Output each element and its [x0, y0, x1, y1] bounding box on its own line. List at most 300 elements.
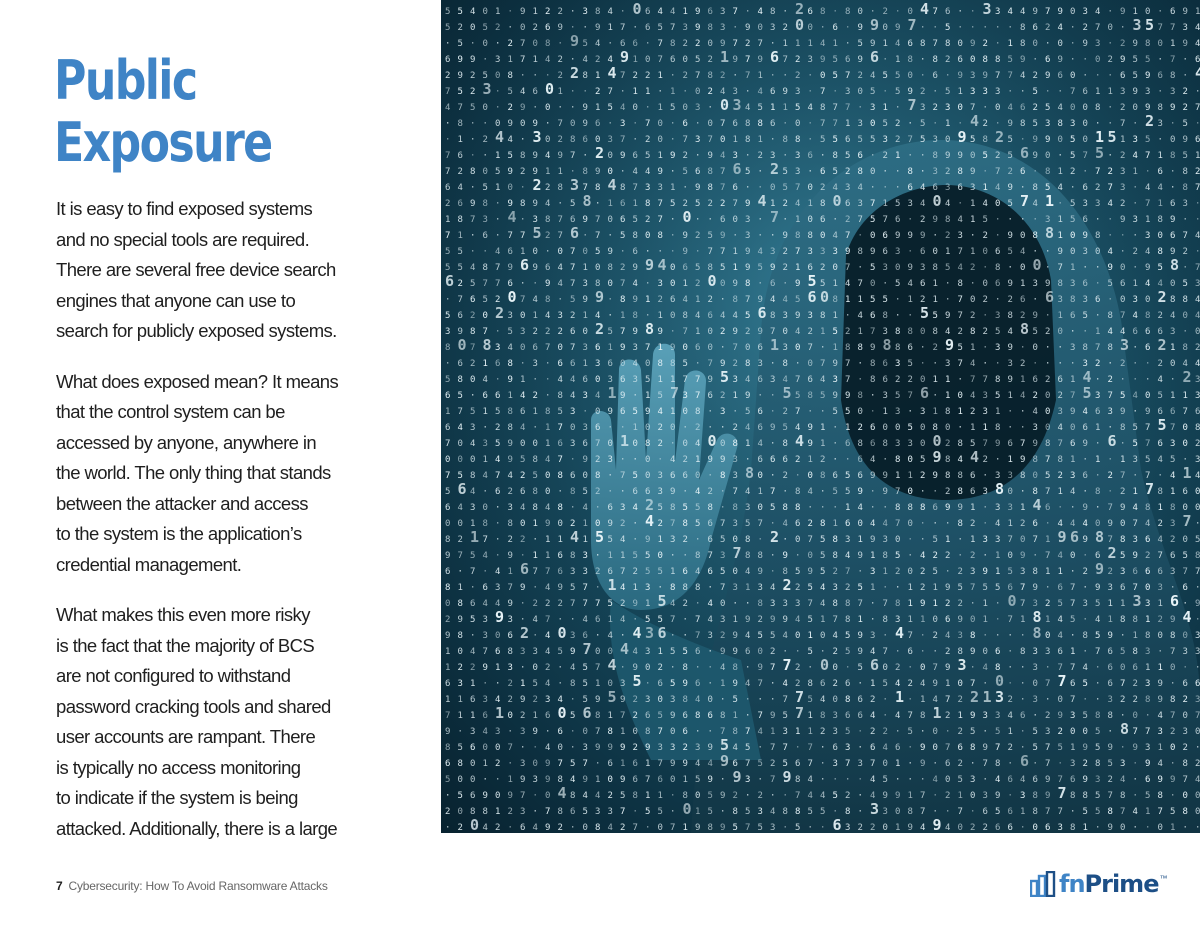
svg-text:0: 0	[945, 423, 951, 433]
svg-text:6: 6	[507, 279, 513, 289]
svg-text:·: ·	[945, 807, 951, 817]
svg-text:7: 7	[1170, 55, 1176, 65]
svg-text:0: 0	[670, 423, 676, 433]
svg-text:9: 9	[607, 519, 613, 529]
svg-text:3: 3	[1132, 535, 1138, 545]
svg-text:1: 1	[970, 247, 976, 257]
svg-text:·: ·	[657, 87, 663, 97]
svg-text:8: 8	[882, 551, 888, 561]
svg-text:1: 1	[1007, 39, 1013, 49]
svg-text:9: 9	[720, 39, 726, 49]
svg-text:·: ·	[995, 455, 1001, 465]
svg-text:7: 7	[1057, 263, 1063, 273]
svg-text:5: 5	[632, 471, 638, 481]
svg-text:7: 7	[445, 87, 451, 97]
svg-text:·: ·	[607, 311, 613, 321]
svg-text:4: 4	[707, 759, 713, 769]
svg-text:0: 0	[1182, 631, 1188, 641]
svg-text:1: 1	[657, 103, 663, 113]
svg-text:4: 4	[895, 679, 901, 689]
svg-text:9: 9	[1007, 231, 1013, 241]
svg-text:·: ·	[582, 151, 588, 161]
svg-text:4: 4	[557, 784, 567, 802]
svg-text:3: 3	[845, 183, 851, 193]
svg-text:·: ·	[1045, 247, 1051, 257]
svg-text:·: ·	[1195, 663, 1200, 673]
svg-text:·: ·	[482, 487, 488, 497]
svg-text:2: 2	[807, 327, 813, 337]
svg-text:0: 0	[1045, 151, 1051, 161]
svg-text:6: 6	[757, 304, 767, 322]
svg-text:1: 1	[657, 71, 663, 81]
svg-text:9: 9	[695, 23, 701, 33]
svg-text:9: 9	[1145, 263, 1151, 273]
svg-text:7: 7	[845, 567, 851, 577]
svg-text:5: 5	[457, 471, 463, 481]
svg-text:6: 6	[1070, 528, 1080, 546]
svg-text:6: 6	[570, 359, 576, 369]
svg-text:6: 6	[470, 695, 476, 705]
svg-text:2: 2	[720, 631, 726, 641]
svg-text:7: 7	[707, 135, 713, 145]
svg-text:2: 2	[1057, 471, 1063, 481]
svg-text:8: 8	[957, 647, 963, 657]
svg-text:6: 6	[1170, 551, 1176, 561]
svg-text:1: 1	[832, 39, 838, 49]
svg-text:9: 9	[470, 199, 476, 209]
svg-text:1: 1	[507, 775, 513, 785]
svg-text:7: 7	[1070, 391, 1076, 401]
svg-text:6: 6	[820, 215, 826, 225]
svg-text:5: 5	[445, 487, 451, 497]
svg-text:·: ·	[457, 727, 463, 737]
svg-text:4: 4	[582, 503, 588, 513]
svg-text:7: 7	[645, 775, 651, 785]
svg-text:1: 1	[670, 567, 676, 577]
svg-text:·: ·	[895, 775, 901, 785]
svg-text:2: 2	[1195, 759, 1200, 769]
svg-text:2: 2	[1170, 727, 1176, 737]
svg-text:2: 2	[1107, 544, 1117, 562]
svg-text:4: 4	[557, 263, 563, 273]
svg-text:6: 6	[807, 151, 813, 161]
svg-text:4: 4	[857, 183, 863, 193]
svg-text:5: 5	[445, 775, 451, 785]
svg-text:·: ·	[670, 791, 676, 801]
svg-text:4: 4	[945, 199, 951, 209]
svg-text:0: 0	[1170, 359, 1176, 369]
svg-text:3: 3	[1157, 727, 1163, 737]
svg-text:7: 7	[957, 295, 963, 305]
svg-text:·: ·	[570, 503, 576, 513]
svg-text:9: 9	[595, 167, 601, 177]
svg-text:1: 1	[645, 791, 651, 801]
svg-text:·: ·	[1132, 823, 1138, 833]
svg-text:6: 6	[620, 199, 626, 209]
svg-text:·: ·	[970, 599, 976, 609]
svg-text:9: 9	[945, 583, 951, 593]
svg-text:·: ·	[1132, 775, 1138, 785]
svg-text:2: 2	[1145, 112, 1155, 130]
svg-text:·: ·	[782, 279, 788, 289]
svg-text:2: 2	[1082, 759, 1088, 769]
svg-text:4: 4	[870, 775, 876, 785]
svg-text:·: ·	[907, 407, 913, 417]
svg-text:8: 8	[1170, 503, 1176, 513]
svg-text:4: 4	[882, 743, 888, 753]
svg-text:1: 1	[932, 704, 942, 722]
svg-text:1: 1	[1095, 423, 1101, 433]
svg-text:7: 7	[995, 743, 1001, 753]
svg-text:1: 1	[920, 695, 926, 705]
svg-text:4: 4	[995, 183, 1001, 193]
svg-text:3: 3	[732, 471, 738, 481]
svg-text:9: 9	[570, 32, 580, 50]
svg-text:9: 9	[720, 455, 726, 465]
svg-text:2: 2	[695, 423, 701, 433]
svg-text:3: 3	[1045, 119, 1051, 129]
svg-text:7: 7	[520, 791, 526, 801]
svg-text:·: ·	[495, 679, 501, 689]
svg-text:·: ·	[1020, 183, 1026, 193]
svg-text:2: 2	[720, 71, 726, 81]
svg-text:5: 5	[457, 263, 463, 273]
svg-text:2: 2	[882, 727, 888, 737]
svg-text:7: 7	[1132, 583, 1138, 593]
svg-text:9: 9	[732, 279, 738, 289]
svg-text:3: 3	[795, 599, 801, 609]
svg-text:4: 4	[970, 112, 980, 130]
svg-text:2: 2	[1107, 167, 1113, 177]
svg-text:·: ·	[657, 583, 663, 593]
svg-text:0: 0	[670, 311, 676, 321]
svg-text:6: 6	[770, 279, 776, 289]
svg-text:3: 3	[995, 471, 1001, 481]
svg-text:6: 6	[1195, 407, 1200, 417]
svg-text:8: 8	[645, 727, 651, 737]
svg-text:6: 6	[857, 151, 863, 161]
svg-text:9: 9	[1032, 7, 1038, 17]
svg-text:·: ·	[582, 407, 588, 417]
svg-text:0: 0	[957, 39, 963, 49]
svg-text:1: 1	[1045, 567, 1051, 577]
svg-text:1: 1	[457, 695, 463, 705]
svg-text:·: ·	[1157, 471, 1163, 481]
svg-text:0: 0	[595, 647, 601, 657]
svg-text:7: 7	[1070, 583, 1076, 593]
svg-text:3: 3	[1045, 647, 1051, 657]
svg-text:8: 8	[582, 71, 588, 81]
svg-text:0: 0	[545, 791, 551, 801]
svg-text:7: 7	[732, 199, 738, 209]
svg-text:8: 8	[682, 583, 688, 593]
svg-text:·: ·	[982, 311, 988, 321]
svg-text:4: 4	[1057, 551, 1063, 561]
svg-text:4: 4	[1195, 231, 1200, 241]
svg-text:·: ·	[1045, 695, 1051, 705]
svg-text:3: 3	[645, 583, 651, 593]
svg-text:3: 3	[532, 647, 538, 657]
svg-text:·: ·	[1182, 599, 1188, 609]
svg-text:·: ·	[1045, 359, 1051, 369]
svg-text:·: ·	[920, 167, 926, 177]
svg-text:5: 5	[1182, 119, 1188, 129]
svg-text:7: 7	[1157, 23, 1163, 33]
svg-text:6: 6	[682, 711, 688, 721]
svg-text:8: 8	[1170, 151, 1176, 161]
svg-text:5: 5	[995, 583, 1001, 593]
svg-text:0: 0	[1070, 231, 1076, 241]
svg-text:4: 4	[957, 455, 963, 465]
svg-text:7: 7	[770, 743, 776, 753]
svg-text:0: 0	[932, 192, 942, 210]
svg-text:7: 7	[732, 343, 738, 353]
svg-text:2: 2	[1157, 519, 1163, 529]
svg-text:5: 5	[845, 407, 851, 417]
svg-text:3: 3	[757, 583, 763, 593]
svg-text:·: ·	[507, 7, 513, 17]
svg-text:6: 6	[1120, 71, 1126, 81]
svg-text:4: 4	[1057, 423, 1063, 433]
svg-text:4: 4	[1020, 391, 1026, 401]
svg-text:4: 4	[782, 679, 788, 689]
svg-text:5: 5	[807, 647, 813, 657]
svg-text:9: 9	[507, 439, 513, 449]
svg-text:0: 0	[720, 96, 730, 114]
svg-text:·: ·	[1182, 263, 1188, 273]
svg-text:1: 1	[1132, 487, 1138, 497]
svg-text:9: 9	[1032, 135, 1038, 145]
svg-text:0: 0	[1170, 743, 1176, 753]
svg-text:5: 5	[720, 263, 726, 273]
svg-text:6: 6	[732, 160, 742, 178]
svg-text:1: 1	[645, 295, 651, 305]
svg-text:6: 6	[907, 343, 913, 353]
svg-text:6: 6	[495, 487, 501, 497]
svg-text:1: 1	[832, 311, 838, 321]
svg-text:4: 4	[707, 599, 713, 609]
svg-text:4: 4	[720, 663, 726, 673]
svg-text:2: 2	[495, 295, 501, 305]
svg-text:9: 9	[732, 631, 738, 641]
svg-text:0: 0	[557, 343, 563, 353]
svg-text:1: 1	[482, 407, 488, 417]
svg-text:·: ·	[1057, 359, 1063, 369]
svg-text:5: 5	[807, 615, 813, 625]
svg-text:8: 8	[1070, 295, 1076, 305]
svg-text:7: 7	[1120, 679, 1126, 689]
svg-text:1: 1	[895, 55, 901, 65]
svg-text:0: 0	[857, 407, 863, 417]
svg-text:·: ·	[995, 631, 1001, 641]
svg-text:1: 1	[1057, 231, 1063, 241]
svg-text:·: ·	[920, 727, 926, 737]
svg-text:6: 6	[532, 343, 538, 353]
svg-text:·: ·	[1007, 631, 1013, 641]
svg-text:3: 3	[957, 656, 967, 674]
svg-text:0: 0	[470, 455, 476, 465]
svg-text:0: 0	[545, 103, 551, 113]
svg-text:3: 3	[507, 615, 513, 625]
svg-text:5: 5	[507, 327, 513, 337]
svg-text:1: 1	[582, 311, 588, 321]
svg-text:9: 9	[1120, 503, 1126, 513]
svg-text:8: 8	[570, 135, 576, 145]
svg-text:7: 7	[482, 327, 488, 337]
svg-text:2: 2	[1020, 311, 1026, 321]
svg-text:0: 0	[1007, 551, 1013, 561]
svg-text:7: 7	[495, 279, 501, 289]
svg-text:·: ·	[1157, 87, 1163, 97]
svg-text:0: 0	[832, 695, 838, 705]
svg-text:0: 0	[495, 71, 501, 81]
svg-text:1: 1	[1120, 599, 1126, 609]
svg-text:8: 8	[1057, 455, 1063, 465]
svg-text:·: ·	[1120, 631, 1126, 641]
svg-text:2: 2	[757, 791, 763, 801]
svg-text:7: 7	[1007, 71, 1013, 81]
svg-text:·: ·	[882, 55, 888, 65]
svg-text:3: 3	[982, 711, 988, 721]
svg-text:6: 6	[445, 272, 455, 290]
svg-text:·: ·	[895, 647, 901, 657]
svg-text:4: 4	[457, 423, 463, 433]
svg-text:8: 8	[645, 320, 655, 338]
svg-text:0: 0	[995, 103, 1001, 113]
svg-text:0: 0	[907, 7, 913, 17]
svg-text:7: 7	[982, 439, 988, 449]
svg-text:·: ·	[520, 135, 526, 145]
svg-text:·: ·	[857, 375, 863, 385]
svg-text:0: 0	[832, 192, 842, 210]
svg-text:4: 4	[632, 279, 638, 289]
svg-text:4: 4	[1157, 455, 1163, 465]
svg-text:6: 6	[870, 311, 876, 321]
svg-text:9: 9	[1057, 55, 1063, 65]
svg-text:·: ·	[1195, 583, 1200, 593]
svg-text:2: 2	[470, 311, 476, 321]
svg-text:0: 0	[457, 336, 467, 354]
svg-text:4: 4	[895, 711, 901, 721]
svg-text:·: ·	[782, 487, 788, 497]
svg-text:3: 3	[732, 87, 738, 97]
svg-text:·: ·	[770, 359, 776, 369]
svg-text:9: 9	[1095, 583, 1101, 593]
svg-text:4: 4	[857, 311, 863, 321]
svg-text:9: 9	[1082, 39, 1088, 49]
svg-text:4: 4	[557, 375, 563, 385]
svg-text:7: 7	[995, 167, 1001, 177]
svg-text:4: 4	[632, 503, 638, 513]
svg-text:5: 5	[1057, 743, 1063, 753]
svg-text:8: 8	[1020, 647, 1026, 657]
svg-text:0: 0	[970, 55, 976, 65]
svg-text:0: 0	[1070, 7, 1076, 17]
svg-text:9: 9	[707, 151, 713, 161]
svg-text:3: 3	[495, 727, 501, 737]
svg-text:0: 0	[1145, 391, 1151, 401]
svg-text:3: 3	[832, 727, 838, 737]
svg-text:8: 8	[695, 711, 701, 721]
svg-text:1: 1	[1120, 455, 1126, 465]
svg-text:8: 8	[1020, 119, 1026, 129]
svg-text:2: 2	[1120, 103, 1126, 113]
svg-text:4: 4	[832, 183, 838, 193]
svg-text:0: 0	[782, 327, 788, 337]
svg-text:·: ·	[557, 487, 563, 497]
svg-text:4: 4	[745, 103, 751, 113]
svg-text:2: 2	[707, 55, 713, 65]
svg-text:·: ·	[1107, 151, 1113, 161]
svg-text:1: 1	[582, 535, 588, 545]
svg-text:·: ·	[682, 487, 688, 497]
paragraph-line: that the control system can be	[56, 401, 285, 422]
svg-text:8: 8	[782, 503, 788, 513]
svg-text:0: 0	[695, 471, 701, 481]
svg-text:6: 6	[557, 727, 563, 737]
svg-text:9: 9	[607, 743, 613, 753]
svg-text:3: 3	[557, 311, 563, 321]
svg-text:8: 8	[657, 359, 663, 369]
svg-text:4: 4	[470, 7, 476, 17]
svg-text:1: 1	[820, 439, 826, 449]
svg-text:0: 0	[470, 375, 476, 385]
svg-text:6: 6	[1057, 71, 1063, 81]
svg-text:7: 7	[745, 71, 751, 81]
svg-text:4: 4	[1157, 711, 1163, 721]
svg-text:9: 9	[1045, 71, 1051, 81]
svg-text:6: 6	[607, 567, 613, 577]
svg-text:6: 6	[1132, 327, 1138, 337]
svg-text:7: 7	[670, 384, 680, 402]
svg-text:1: 1	[932, 375, 938, 385]
svg-text:0: 0	[707, 327, 713, 337]
svg-text:6: 6	[1070, 775, 1076, 785]
svg-text:5: 5	[570, 583, 576, 593]
svg-text:1: 1	[620, 311, 626, 321]
svg-text:0: 0	[720, 599, 726, 609]
svg-text:3: 3	[832, 711, 838, 721]
svg-text:5: 5	[520, 455, 526, 465]
svg-text:6: 6	[995, 247, 1001, 257]
svg-text:6: 6	[545, 263, 551, 273]
svg-text:0: 0	[832, 663, 838, 673]
svg-text:8: 8	[682, 695, 688, 705]
logo-prime: Prime	[1084, 870, 1159, 898]
svg-text:9: 9	[920, 743, 926, 753]
svg-text:·: ·	[1095, 119, 1101, 129]
svg-text:4: 4	[745, 679, 751, 689]
svg-text:4: 4	[520, 423, 526, 433]
svg-text:2: 2	[520, 711, 526, 721]
svg-text:7: 7	[832, 615, 838, 625]
svg-text:6: 6	[595, 423, 601, 433]
svg-text:5: 5	[620, 231, 626, 241]
svg-text:1: 1	[495, 183, 501, 193]
svg-text:·: ·	[670, 231, 676, 241]
svg-text:2: 2	[657, 663, 663, 673]
svg-text:6: 6	[582, 135, 588, 145]
svg-text:2: 2	[1195, 439, 1200, 449]
svg-text:3: 3	[757, 359, 763, 369]
svg-text:·: ·	[995, 295, 1001, 305]
svg-text:3: 3	[1145, 87, 1151, 97]
svg-text:4: 4	[745, 423, 751, 433]
svg-text:·: ·	[470, 151, 476, 161]
svg-text:8: 8	[620, 295, 626, 305]
svg-text:5: 5	[607, 103, 613, 113]
svg-text:8: 8	[1095, 711, 1101, 721]
